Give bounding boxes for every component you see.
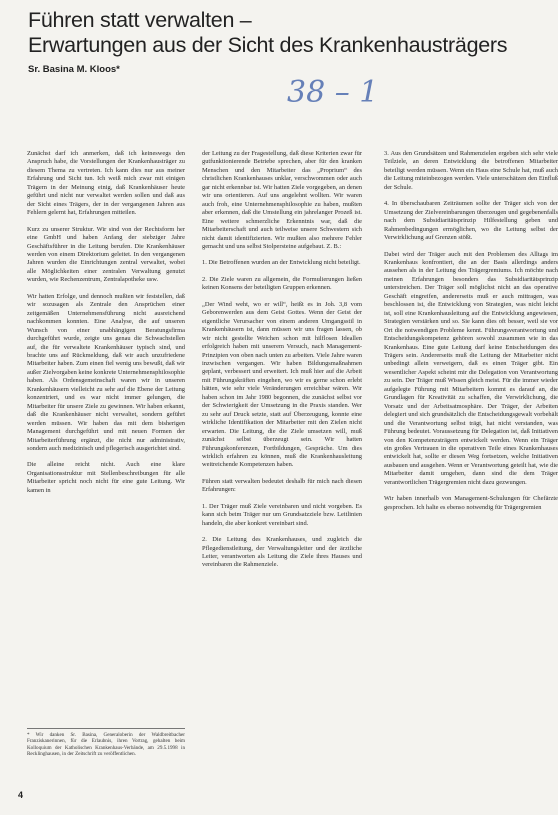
text-column-3 [384,150,558,750]
paragraph: Kurz zu unserer Struktur. Wir sind von der Rechtsform her eine GmbH und haben Anfang der siebziger Jahre Geschäftsführer in die Leitung berufen. Die Krankenhäuser werden von einem Direktorium geleitet. In den vergangenen Jahren wurden die Einrichtungen zentral verwaltet, wobei alle Möglichkeiten einer zentralen Verwaltung genutzt wurden, wie Rechenzentrum, Zentralapotheke usw. [27,225,185,284]
paragraph: 2. Die Leitung des Krankenhauses, und zugleich die Pflegedienstleitung, der Verwaltungsleiter und der ärztliche Leiter, verantworten als Leitung die Ziele ihres Hauses und vereinbaren die Rahmenziele. [202,536,362,569]
handwritten-annotation [285,64,385,114]
article-title [28,8,548,58]
handwritten-note-text: 38 – 1 [287,75,379,110]
text-column-1 [27,150,185,785]
paragraph: Führen statt verwalten bedeutet deshalb für mich nach diesen Erfahrungen: [202,477,362,494]
title-line-2: Erwartungen aus der Sicht des Krankenhausträgers [28,33,508,57]
text-column-2 [202,150,362,800]
paragraph: Wir haben innerhalb von Management-Schulungen für Chefärzte gesprochen. Ich halte es ebenso notwendig für Trägergremien [384,495,558,511]
page-number: 4 [18,790,24,800]
title-line-1: Führen statt verwalten – [28,8,252,32]
paragraph: 1. Die Betroffenen wurden an der Entwicklung nicht beteiligt. [202,259,361,267]
paragraph: Dabei wird der Träger auch mit den Problemen des Alltags im Krankenhaus konfrontiert, die an der Basis allerdings anders aussehen als in der Leitung des Trägergremiums. Ich möchte nach meinen Erfahrungen besonders das Subsidiaritätsprinzip unterstreichen. Der Träger soll möglichst nicht an das operative Geschäft eingreifen, andererseits muß er auch mittragen, was beschlossen ist, die Entwicklung von Strategien, was nicht leicht ist, soll eine Krankenhausleitung auf die Entwicklung angewiesen, Strategien verstärken und so. Sie kann dies oft besser, weil sie vor Ort die notwendigen Probleme kennt. Führungsverantwortung und Entscheidungskompetenz gehören sowohl zusammen wie in das Krankenhaus. Eine gute Leitung darf keine Entscheidungen des Trägers sein. Andererseits muß die Leitung der Mitarbeiter nicht unbedingt allein verweigern, daß es einen Träger gibt. Ein wesentlicher Aspekt scheint mir die Delegation von Verantwortung zu sein. Der Träger muß Wissen gleich meist. Für die immer wieder aufgelegte Führung mit Mitarbeitern kommt es darauf an, die Grundlagen für Kreativität zu schaffen, die Verwirklichung, die Vorsatz und der Arbeitsatmosphäre. Der Träger, der Arbeiten delegiert und sich grundsätzlich die Entscheidungsgewalt vorbehält und die Verantwortung selbst trägt, hat nicht verstanden, was Führung bedeutet. Voraussetzung für Delegation ist, daß Initiativen von den Kompetenzsträgern entwickelt werden. Wenn ein Träger ein großes Vertrauen in die operativen Teile eines Krankenhauses entwickelt hat, sollte er diesen Weg fortsetzen, welche Initiativen ausbauen und ausgehen. Wenn er Verantwortung geteilt hat, wie die Mitarbeiter damit umgehen, dann sind die dem Träger verantwortlichen Trägergremien nicht dazu gezwungen. [384,250,558,486]
paragraph: 4. In überschaubaren Zeiträumen sollte der Träger sich von der Umsetzung der Zielvereinbarungen überzeugen und gegebenenfalls nach dem Subsidiaritätsprinzip Hilfestellung geben und Rahmenbedingungen ermöglichen, wo die Leitung selbst der Verwirklichung auf Grenzen stößt. [384,200,558,242]
paragraph: der Leitung zu der Fragestellung, daß diese Kriterien zwar für gutfunktionierende Betriebe sprechen, aber für den kranken Menschen und den Mitarbeiter das „Proprium“ des christlichen Krankenhauses unklar, verschwommen oder auch gar nicht erkennbar ist. Wir hatten Ziele vorgegeben, an denen wir uns orientieren. Auf uns angelehnt wollten. Wir waren auch froh, eine Unternehmensphilosophie zu haben, mußten aber erkennen, daß die Umstellung ein jahrelanger Prozeß ist. Eine weitere schmerzliche Erkenntnis war, daß die Mitarbeiterschaft und auch teilweise unsere Schwestern sich nicht damit identifizierten. Wir mußten also mehrere Fehler gemacht und uns selbst Stolpersteine aufgebaut. Z. B.: [202,150,362,250]
footnote: * Wir danken Sr. Basina, Generaloberin der Waldbreitbacher Franziskanerinnen, für die Erlaubnis, ihren Vortrag, gehalten beim Kolloquium der Katholischen Krankenhaus-Verbände, am 29.5.1998 in Recklinghausen, in der Zeitschrift zu veröffentlichen. [27,728,185,758]
paragraph: 3. Aus den Grundsätzen und Rahmenzielen ergeben sich sehr viele Teilziele, an deren Entwicklung die betroffenen Mitarbeiter beteiligt werden müssen. Wenn ein Haus eine Schule hat, muß auch die Leitung miteinbezogen werden. Viele unterschätzen den Einfluß der Schule. [384,150,558,191]
paragraph: 2. Die Ziele waren zu allgemein, die Formulierungen ließen keinen Konsens der beteiligten Gruppen erkennen. [202,275,362,292]
paragraph: „Der Wind weht, wo er will“, heißt es in Joh. 3,8 vom Geborenwerden aus dem Geist Gottes. Wenn der Geist der eigentliche Verursacher von einem anderen Umgangsstil in Krankenhäusern ist, dann müssen wir uns fragen lassen, ob wir nicht gestellte Weichen schon mit hilflosen Ideallen erfolgreich haben mit unserem Versuch, nach Management-Prinzipien von oben nach unten zu arbeiten. Viele Jahre waren inzwischen vergangen. Wir haben Bildungsmaßnahmen geplant, verbessert und erweitert. Ich muß hier auf die Arbeit mit Führungskräften eingehen, wo wir es gerne schon erlebt hätten, wie sehr viele Veränderungen erreichbar wären. Wir haben schon im Jahr 1980 begonnen, die zunächst selbst vor der Schwierigkeit der Umsetzung in die Praxis standen. Wer zu sehr auf Druck setzte, statt auf Überzeugung, konnte eine wirkliche Identifikation der Mitarbeiter mit den Zielen nicht erwarten. Die Leitung, die die Ziele umsetzen will, muß zunächst selbst überzeugt sein. Wir hatten Führungskonferenzen, Fortbildungen, Gespräche. Um dies wirklich erfahren zu können, muß die Krankenhausleitung weitreichende Kompetenzen haben. [202,300,362,469]
paragraph: 1. Der Träger muß Ziele vereinbaren und nicht vorgeben. Es kann sich beim Träger nur um Grundsatzziele bzw. Leitlinien handeln, die aber konkret vereinbart sind. [202,502,362,527]
paragraph: Die alleine reicht nicht. Auch eine klare Organisationsstruktur mit Stellenbeschreibungen für alle Mitarbeiter spricht noch nicht für eine gute Leitung. Wir kamen in [27,461,185,494]
paragraph: Wir hatten Erfolge, und dennoch mußten wir feststellen, daß wir sozusagen als Zentrale den Ansprüchen einer zeitgemäßen Unternehmensführung nicht ausreichend nachkommen konnten. Eine Analyse, die auf unseren Wunsch von einer unabhängigen Beratungsfirma durchgeführt wurde, zeigte uns genau die Schwachstellen auf, die für verwaltete Krankenhäuser typisch sind, und brachte uns auf Rückmeldung, daß wir auch unzufriedene Mitarbeiter haben. Zum einen fiel wenig uns bewußt, daß wir außer Zielvorgaben keine konkrete Unternehmensphilosophie haben. Als Ordensgemeinschaft waren wir in unseren Krankenhäusern vielleicht zu sehr auf die Ebene der Leitung konzentriert, und es war nicht immer gelungen, die Mitarbeiter für unsere Ziele zu gewinnen. Wir haben erkannt, daß die Krankenhäuser nicht verwaltet, sondern geführt werden müssen. Wir haben das mit dem bisherigen Management durchgeführt und mit neuen Formen der Mitarbeiterführung ergänzt, die nicht nur administrativ, sondern auch medizinisch und pflegerisch ausgerichtet sind. [27,292,185,452]
author-name: Sr. Basina M. Kloos* [28,64,120,75]
paragraph: Zunächst darf ich anmerken, daß ich keineswegs den Anspruch habe, die Vorstellungen der Krankenhausträger zu diesem Thema zu vertreten. Ich kann dies nur aus meiner Erfahrung und Sicht tun. Ich weiß mich zwar mit einigen Trägern in der Meinung einig, daß Krankenhäuser heute geführt und nicht nur verwaltet werden sollen und daß aus der Sicht eines Trägers, der in der vergangenen Jahren aus Fehlern gelernt hat, Erfahrungen mitteilen. [27,150,185,217]
